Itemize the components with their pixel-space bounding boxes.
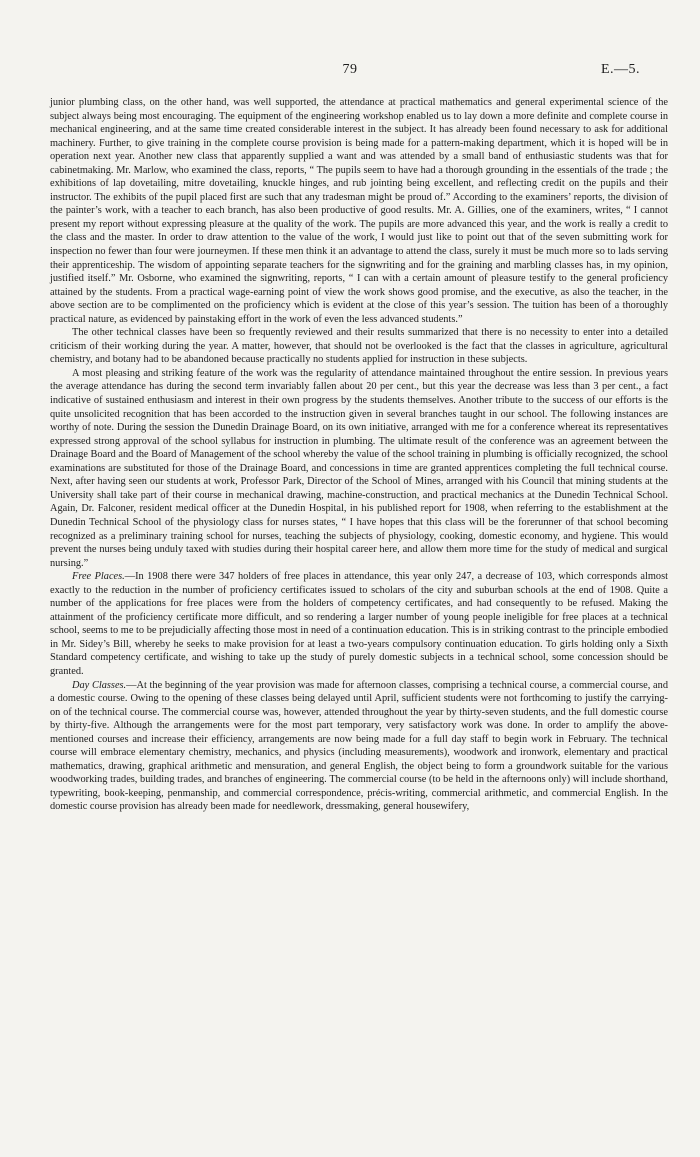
paragraph-continuation [50, 96, 668, 326]
paragraph-text: junior plumbing class, on the other hand, was well supported, the attendance at practical mathematics and general experimental science of the subject always being most encouraging. The equipment of the engineering workshop enabled us to lay down a more definite and complete course in mechanical engineering, and at the same time created considerable interest in the subject. It has already been found necessary to ask for additional machinery. Further, to give training in the complete course provision is being made for a pattern-making department, which it is hoped will be in operation next year. Another new class that apparently supplied a want and was attended by a small band of enthusiastic students was that for cabinetmaking. Mr. Marlow, who examined the class, reports, “ The pupils seem to have had a thorough grounding in the essentials of the trade ; the exhibitions of lap dovetailing, mitre dovetailing, knuckle hinges, and rub jointing being excellent, and reflecting credit on the pupils and their instructor. The exhibits of the pupil placed first are such that any tradesman might be proud of.” According to the examiners’ reports, the division of the painter’s work, with a teacher to each branch, has also been productive of good results. Mr. A. Gillies, one of the examiners, writes, “ I cannot present my report without expressing pleasure at the quality of the work. The pupils are more advanced this year, and the work is really a credit to the class and the master. In order to draw attention to the value of the work, I would just like to point out that of the seven submitting work for inspection no fewer than four were journeymen. If these men think it an advantage to attend the class, surely it must be much more so to lads serving their apprenticeship. The wisdom of appointing separate teachers for the signwriting and for the graining and marbling classes has, in my opinion, justified itself.” Mr. Osborne, who examined the signwriting, reports, “ I can with a certain amount of pleasure testify to the general proficiency attained by the students. From a practical wage-earning point of view the work shows good promise, and the executive, as also the teacher, in the above section are to be complimented on the proficiency which is evident at the close of this year’s session. The tuition has been of a thoroughly practical nature, as evidenced by painstaking effort in the work of even the less advanced students.” [50, 97, 668, 325]
paragraph-attendance [50, 367, 668, 570]
paragraph-text: —In 1908 there were 347 holders of free places in attendance, this year only 247, a decrease of 103, which corresponds almost exactly to the reduction in the number of proficiency certificates issued to scholars of the city and suburban schools at the end of 1908. Quite a number of the applications for free places were from the holders of competency certificates, and had consequently to be refused. Making the attainment of the proficiency certificate more difficult, and so rendering a larger number of young people ineligible for free places at a technical school, seems to me to be prejudicially affecting those most in need of a continuation education. This is in striking contrast to the principle embodied in Mr. Sidey’s Bill, whereby he seeks to make provision for at least a two-years compulsory continuation education. To girls holding only a Sixth Standard competency certificate, and wishing to take up the study of purely domestic subjects in a technical school, some concession should be granted. [50, 571, 668, 677]
run-in-heading: Free Places. [72, 571, 125, 583]
page-number: 79 [342, 62, 358, 77]
body-text [50, 96, 668, 814]
paragraph-text: The other technical classes have been so frequently reviewed and their results summarized that there is no necessity to enter into a detailed criticism of their working during the year. A matter, however, that should not be overlooked is the fact that the classes in agriculture, agricultural chemistry, and botany had to be abandoned because practically no students applied for instruction in these subjects. [50, 327, 668, 366]
paragraph-technical-classes [50, 326, 668, 367]
run-in-heading: Day Classes. [72, 679, 127, 691]
paragraph-day-classes [50, 679, 668, 814]
paragraph-text: A most pleasing and striking feature of the work was the regularity of attendance maintained throughout the entire session. In previous years the average attendance has during the second term invariably fallen about 20 per cent., but this year the decrease was less than 3 per cent., a fact indicative of sustained enthusiasm and interest in their own progress by the students themselves. Another tribute to the success of our efforts is the quite unsolicited recognition that has been accorded to the instruction given in several branches taught in our school. The following instances are worthy of note. During the session the Dunedin Drainage Board, on its own initiative, arranged with me for a conference whereat its representatives expressed strong approval of the school syllabus for instruction in plumbing. The ultimate result of the conference was an agreement between the Drainage Board and the Board of Management of the school whereby the value of the school training in plumbing is officially recognized, the school examinations are substituted for those of the Drainage Board, and concessions in time are granted apprentices completing the full technical course. Next, after having seen our students at work, Professor Park, Director of the School of Mines, arranged with his Council that mining students at the University shall take part of their course in mechanical drawing, machine-construction, and practical mechanics at the Dunedin Technical School. Again, Dr. Falconer, resident medical officer at the Dunedin Hospital, in his published report for 1908, when referring to the establishment at the Dunedin Technical School of the physiology class for nurses states, “ I have hopes that this class will be the forerunner of that school becoming recognized as a preliminary training school for nurses, teaching the subjects of physiology, cooking, domestic economy, and hygiene. This would prevent the nurses being unduly taxed with studies during their hospital career here, and allow them more time for the study of medical and surgical nursing.” [50, 367, 668, 569]
section-reference: E.—5. [600, 62, 640, 77]
paragraph-free-places [50, 570, 668, 678]
paragraph-text: —At the beginning of the year provision was made for afternoon classes, comprising a technical course, a commercial course, and a domestic course. Owing to the opening of these classes being delayed until April, sufficient students were not forthcoming to justify the carrying-on of the technical course. The commercial course was, however, attended throughout the year by thirty-seven students, and the full domestic course by thirty-five. Although the arrangements were for the most part temporary, very satisfactory work was done. In order to amplify the above-mentioned courses and increase their efficiency, arrangements are now being made for a full day staff to begin work in February. The technical course will embrace elementary chemistry, mechanics, and physics (including measurements), woodwork and ironwork, elementary and practical mathematics, drawing, graphical arithmetic and mensuration, and general English, the object being to form a groundwork suitable for the various woodworking trades, building trades, and branches of engineering. The commercial course (to be held in the afternoons only) will include shorthand, typewriting, book-keeping, penmanship, and commercial correspondence, précis-writing, commercial arithmetic, and commercial English. In the domestic course provision has already been made for needlework, dressmaking, general housewifery, [50, 679, 668, 813]
